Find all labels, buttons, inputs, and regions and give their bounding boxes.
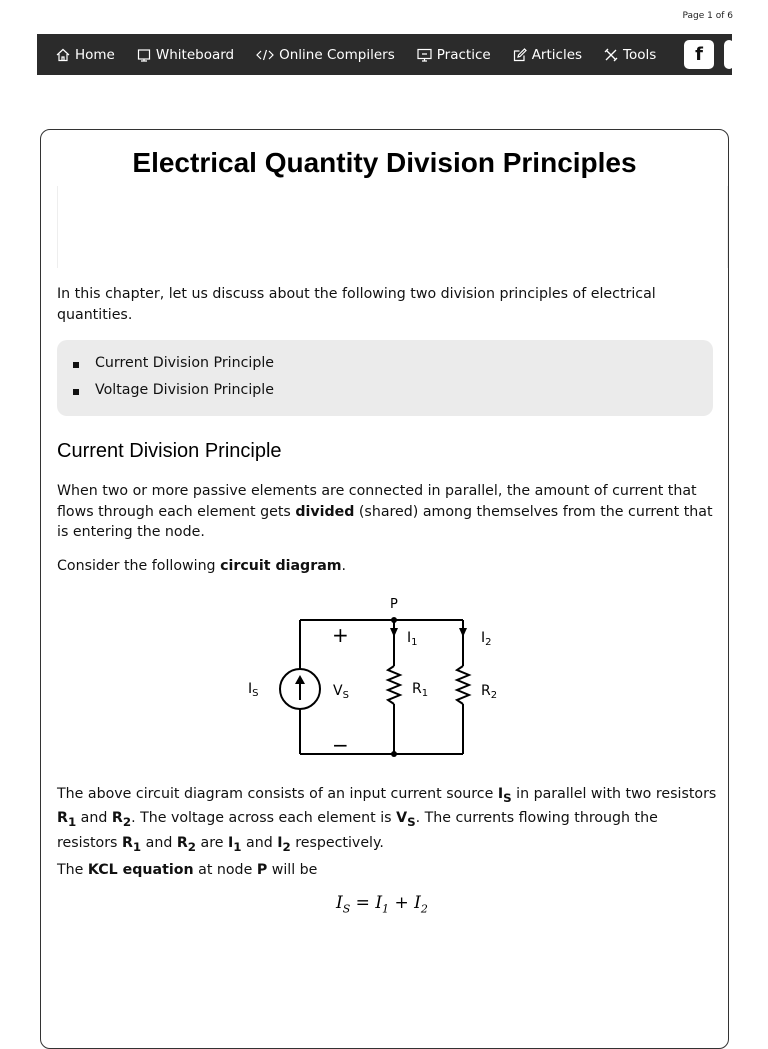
resistor-r1-symbol [388,666,400,704]
ad-space-divider [57,186,59,268]
facebook-button[interactable] [684,40,714,69]
r2-label: $R_2$ [481,683,498,701]
toc-bullet [73,389,79,395]
paragraph-kcl: The KCL equation at node P will be [57,862,318,878]
paragraph-current-division: When two or more passive elements are connected in parallel, the amount of current that flows through each element gets divided (shared) among themselves from the current that is entering the node. [57,483,713,540]
nav-articles[interactable] [513,47,582,63]
node-p-label: P [390,597,398,612]
table-of-contents [57,340,713,416]
voltage-label: $V_S$ [333,683,349,701]
edit-icon [513,48,527,62]
minus-sign: − [332,733,349,757]
nav-whiteboard[interactable] [137,47,234,63]
social-button-partial[interactable] [724,40,732,69]
paragraph-consider: Consider the following circuit diagram. [57,558,347,574]
i1-label: $I_1$ [407,630,418,648]
plus-sign: + [332,623,349,647]
whiteboard-icon [137,48,151,62]
toc-item-current-division[interactable]: Current Division Principle [95,355,275,371]
top-navbar [37,34,732,75]
i2-label: $I_2$ [481,630,492,648]
nav-whiteboard-label: Whiteboard [155,46,235,63]
monitor-icon [417,48,432,62]
intro-paragraph: In this chapter, let us discuss about the following two division principles of electrical quantities. [57,286,656,323]
source-label: $I_S$ [248,681,259,699]
page-title: Electrical Quantity Division Principles [132,147,637,178]
resistor-r2-symbol [457,666,469,704]
source-arrow-head [295,675,305,684]
section-heading: Current Division Principle [57,440,282,462]
r1-label: $R_1$ [412,681,429,699]
tools-icon [604,48,618,62]
facebook-icon: f [695,44,703,65]
circuit-diagram [240,592,520,767]
kcl-equation: $I_S = I_1 + I_2$ [336,893,428,916]
i1-arrow-head [390,628,398,637]
page-indicator: Page 1 of 6 [682,11,733,21]
nav-home-label: Home [75,46,115,63]
node-bottom-dot [391,751,397,757]
nav-articles-label: Articles [531,46,583,63]
ad-space-divider-right [727,186,729,268]
toc-bullet [73,362,79,368]
toc-item-voltage-division[interactable]: Voltage Division Principle [95,382,274,398]
nav-home[interactable] [56,47,115,63]
nav-practice-label: Practice [436,46,491,63]
i2-arrow-head [459,628,467,637]
home-icon [56,48,70,62]
nav-practice[interactable] [417,47,491,63]
code-icon [256,48,274,62]
nav-online-compilers[interactable] [256,47,395,63]
nav-tools-label: Tools [623,46,657,63]
paragraph-circuit-description: The above circuit diagram consists of an input current source $I_S$ in parallel with two resistors $R_1$ and $R_2$. The voltage across each element is $V_S$. The currents flowing through the resistors $R_1$ and $R_2$ are $I_1$ and $I_2$ respectively. [57,786,717,854]
node-p-dot [391,617,397,623]
nav-tools[interactable] [604,47,656,63]
nav-online-compilers-label: Online Compilers [279,46,395,63]
